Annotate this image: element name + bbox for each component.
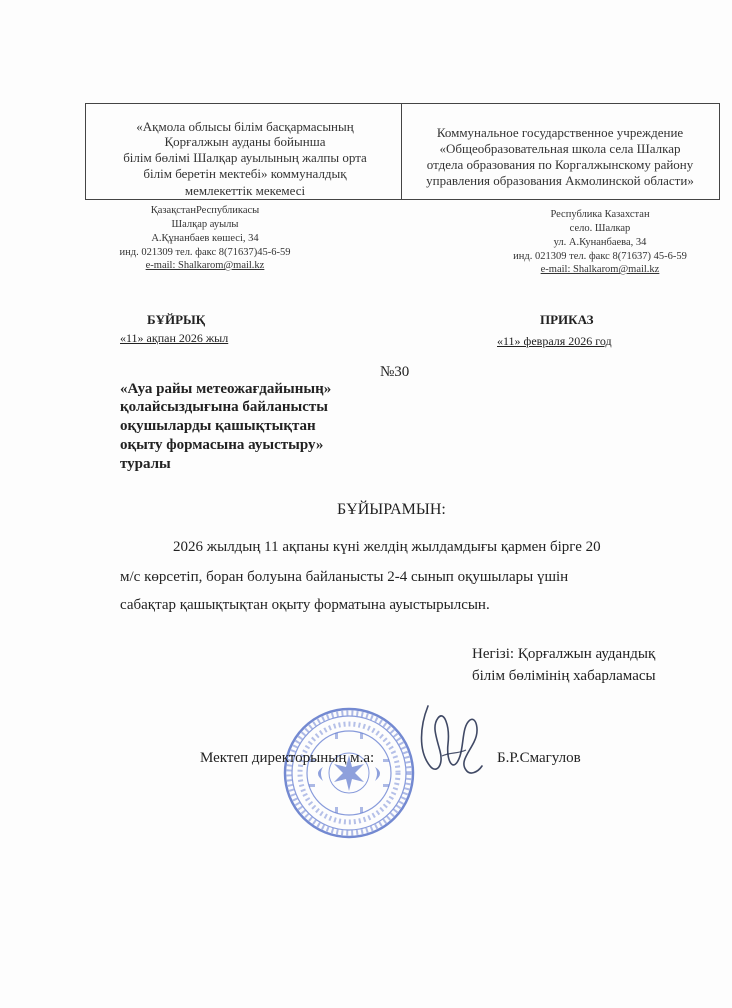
official-seal-stamp	[283, 707, 415, 839]
right-org-line-2: «Общеобразовательная школа села Шалкар	[439, 141, 681, 156]
header-top-rule	[85, 103, 720, 104]
right-org-line-1: Коммунальное государственное учреждение	[436, 125, 684, 140]
left-org-line-5: мемлекеттік мекемесі	[184, 183, 306, 198]
subject-line-3: оқушыларды қашықтықтан	[120, 418, 316, 434]
left-org-line-1: «Ақмола облысы білім басқармасының	[136, 119, 354, 134]
header-center-divider	[401, 103, 402, 199]
order-title-kz: БҰЙРЫҚ	[147, 312, 206, 327]
left-org-line-2: Қорғалжын ауданы бойынша	[164, 134, 326, 149]
order-number: №30	[380, 364, 410, 380]
basis-line-1: Негізі: Қорғалжын аудандық	[472, 646, 656, 662]
right-address-line-1: Республика Казахстан	[550, 209, 650, 220]
right-org-line-4: управления образования Акмолинской области»	[426, 173, 694, 188]
order-date-ru: «11» февраля 2026 год	[497, 334, 612, 348]
left-address-line-1: ҚазақстанРеспубликасы	[150, 205, 260, 216]
subject-line-2: қолайсыздығына байланысты	[120, 399, 328, 415]
right-address-line-2: село. Шалкар	[569, 223, 631, 234]
right-address-email: e-mail: Shalkarom@mail.kz	[540, 264, 660, 275]
header-left-border	[85, 103, 86, 199]
left-address-line-4: инд. 021309 тел. факс 8(71637)45-6-59	[119, 247, 291, 258]
decree-heading: БҰЙЫРАМЫН:	[337, 501, 446, 518]
body-line-3: сабақтар қашықтықтан оқыту форматына ауыстырылсын.	[120, 597, 490, 613]
subject-line-1: «Ауа райы метеожағдайының»	[120, 381, 332, 397]
header-right-border	[719, 103, 720, 199]
order-date-kz: «11» ақпан 2026 жыл	[120, 331, 229, 345]
basis-line-2: білім бөлімінің хабарламасы	[472, 668, 656, 684]
director-signature	[410, 696, 490, 786]
right-org-line-3: отдела образования по Коргалжынскому району	[426, 157, 694, 172]
signatory-position: Мектеп директорының м.а:	[200, 750, 375, 766]
left-address-line-3: А.Құнанбаев көшесі, 34	[151, 233, 259, 244]
subject-line-5: туралы	[120, 456, 171, 472]
body-line-2: м/с көрсетіп, боран болуына байланысты 2-4 сынып оқушылары үшін	[120, 569, 569, 585]
right-address-line-4: инд. 021309 тел. факс 8(71637) 45-6-59	[513, 251, 687, 262]
order-title-ru: ПРИКАЗ	[540, 312, 594, 327]
subject-line-4: оқыту формасына ауыстыру»	[120, 437, 324, 453]
body-line-1: 2026 жылдың 11 ақпаны күні желдің жылдамдығы қармен бірге 20	[173, 539, 601, 555]
header-mid-rule	[85, 199, 720, 200]
left-address-line-2: Шалқар ауылы	[171, 219, 239, 230]
left-address-email: e-mail: Shalkarom@mail.kz	[145, 260, 265, 271]
left-org-line-4: білім беретін мектебі» коммуналдық	[143, 166, 347, 181]
left-org-line-3: білім бөлімі Шалқар ауылының жалпы орта	[123, 150, 367, 165]
right-address-line-3: ул. А.Кунанбаева, 34	[553, 237, 647, 248]
signatory-name: Б.Р.Смагулов	[497, 750, 581, 766]
